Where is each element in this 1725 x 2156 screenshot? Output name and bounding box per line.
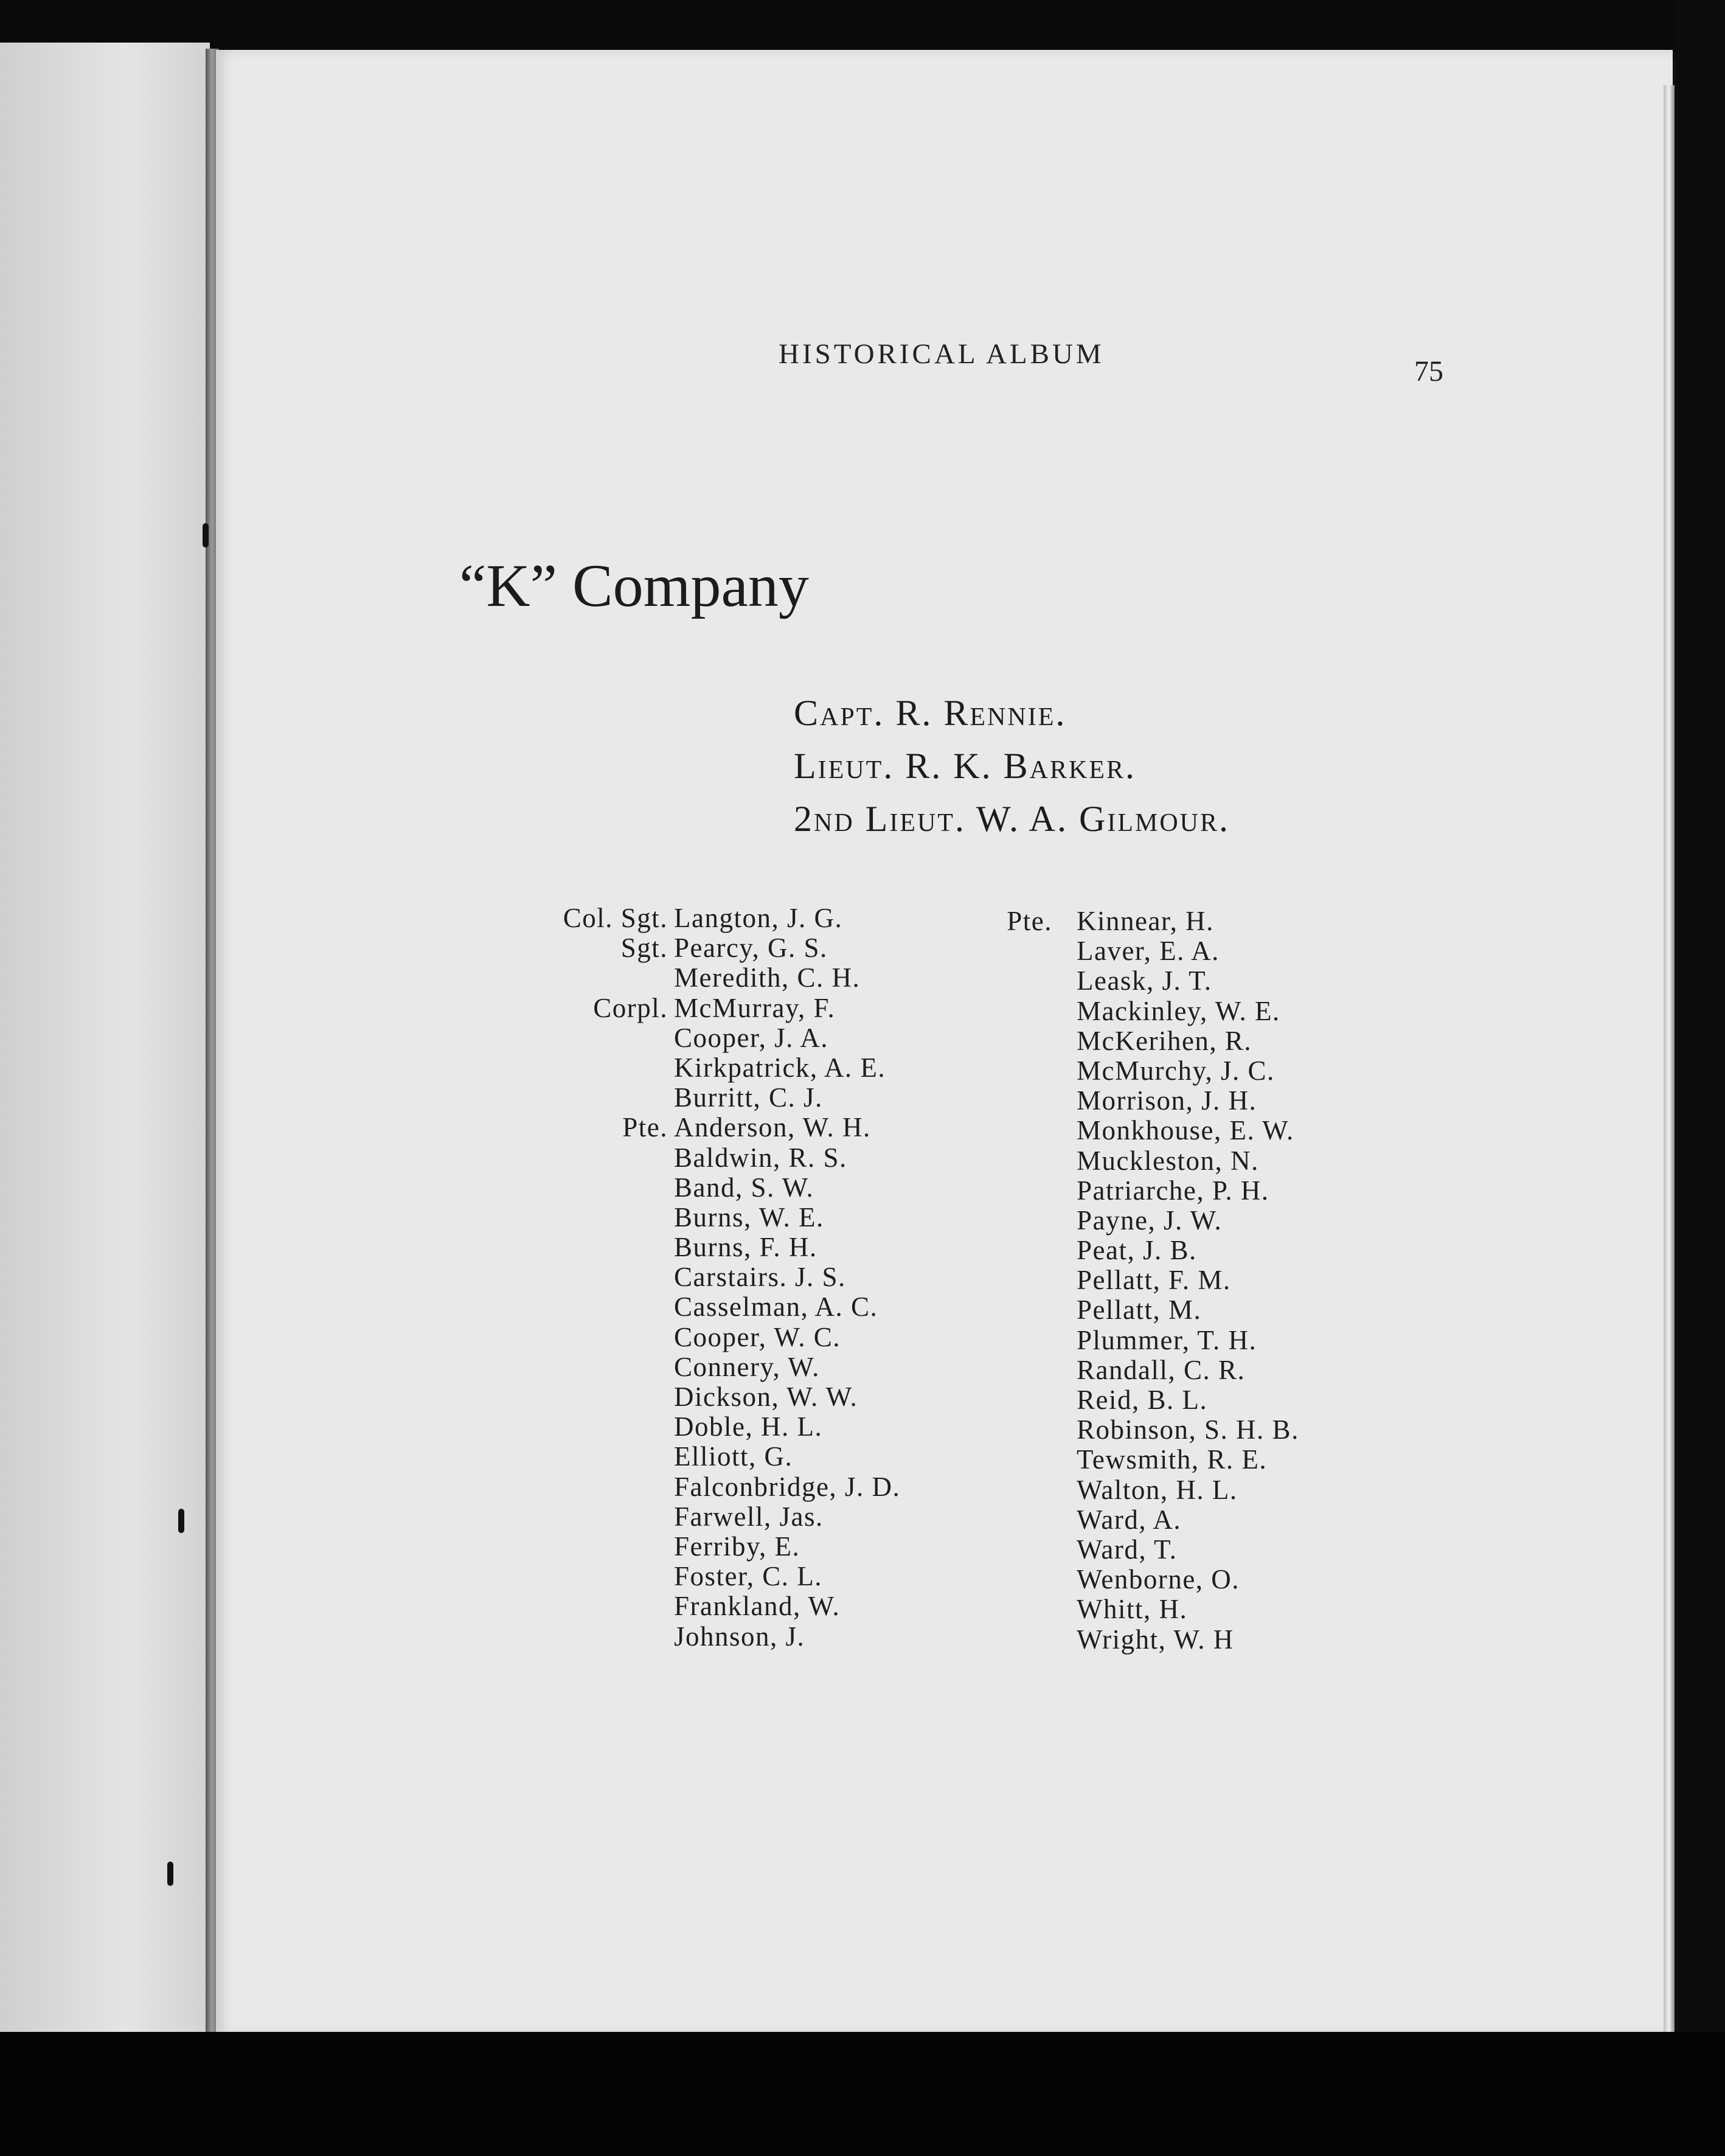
roster-entry — [511, 1412, 937, 1442]
roster-name: Doble, H. L. — [674, 1411, 823, 1442]
roster-rank: Col. Sgt. — [563, 903, 668, 933]
roster-entry — [979, 936, 1405, 966]
roster-name: McMurchy, J. C. — [1077, 1055, 1275, 1086]
roster-entry — [979, 1565, 1405, 1594]
roster-entry — [511, 1023, 937, 1053]
roster-name: Johnson, J. — [674, 1621, 805, 1652]
roster-name: Reid, B. L. — [1077, 1385, 1208, 1415]
officer-lieutenant: Lieut. R. K. Barker. — [794, 746, 1136, 786]
roster-name: Mackinley, W. E. — [1077, 995, 1280, 1026]
roster-entry — [511, 1083, 937, 1113]
roster-name: Ward, A. — [1077, 1504, 1182, 1535]
roster-name: Dickson, W. W. — [674, 1382, 858, 1412]
roster-name: Robinson, S. H. B. — [1077, 1414, 1299, 1445]
page-title: “K” Company — [459, 552, 809, 619]
roster-name: Casselman, A. C. — [674, 1292, 878, 1323]
roster-name: Elliott, G. — [674, 1441, 793, 1472]
roster-entry — [979, 1295, 1405, 1325]
roster-rank: Sgt. — [620, 933, 668, 964]
roster-entry — [511, 1143, 937, 1173]
roster-name: Patriarche, P. H. — [1077, 1175, 1269, 1206]
roster-entry — [979, 1146, 1405, 1176]
roster-name: Burritt, C. J. — [674, 1082, 823, 1113]
roster-entry — [511, 1532, 937, 1562]
roster-entry — [979, 1355, 1405, 1385]
roster-name: Band, S. W. — [674, 1172, 814, 1203]
roster-entry — [979, 1236, 1405, 1265]
roster-name: Kirkpatrick, A. E. — [674, 1052, 886, 1083]
roster-entry — [511, 1262, 937, 1292]
roster-entry — [979, 906, 1405, 936]
roster-name: Wenborne, O. — [1077, 1564, 1240, 1595]
roster-name: Frankland, W. — [674, 1591, 841, 1622]
page-number: 75 — [1414, 355, 1443, 388]
roster-name: Morrison, J. H. — [1077, 1085, 1257, 1116]
roster-name: Carstairs. J. S. — [674, 1262, 846, 1293]
roster-name: Farwell, Jas. — [674, 1501, 824, 1532]
roster-name: Foster, C. L. — [674, 1561, 822, 1592]
roster-name: Payne, J. W. — [1077, 1205, 1223, 1236]
roster-entry — [979, 1535, 1405, 1565]
roster-rank: Pte. — [622, 1112, 668, 1143]
roster-rank: Corpl. — [593, 992, 668, 1023]
roster-entry — [979, 1026, 1405, 1056]
roster-entry — [511, 1173, 937, 1203]
roster-entry — [979, 1475, 1405, 1505]
roster-name: Tewsmith, R. E. — [1077, 1444, 1268, 1475]
binding-hole — [167, 1862, 173, 1886]
roster-left-column — [511, 903, 937, 1652]
roster-entry — [511, 1323, 937, 1352]
roster-name: Muckleston, N. — [1077, 1145, 1259, 1176]
roster-entry — [511, 1382, 937, 1412]
roster-name: Connery, W. — [674, 1351, 820, 1382]
roster-name: Meredith, C. H. — [674, 962, 861, 993]
roster-name: Walton, H. L. — [1077, 1474, 1238, 1505]
roster-name: Pellatt, F. M. — [1077, 1265, 1231, 1296]
roster-name: Anderson, W. H. — [674, 1112, 871, 1143]
roster-entry — [511, 933, 937, 963]
roster-entry — [511, 1442, 937, 1472]
roster-name: Ward, T. — [1077, 1534, 1178, 1565]
roster-name: McMurray, F. — [674, 992, 836, 1023]
officer-captain: Capt. R. Rennie. — [794, 693, 1067, 733]
roster-entry — [979, 1385, 1405, 1415]
roster-right-column — [979, 906, 1405, 1655]
binding-hole — [203, 523, 209, 548]
roster-entry — [979, 1445, 1405, 1475]
roster-name: Cooper, J. A. — [674, 1022, 828, 1053]
roster-name: Cooper, W. C. — [674, 1321, 841, 1352]
roster-entry — [511, 1113, 937, 1142]
roster-name: Wright, W. H — [1077, 1624, 1234, 1655]
scan-bottom-border — [0, 2032, 1725, 2156]
roster-entry — [979, 1086, 1405, 1116]
scan-top-border — [0, 0, 1725, 58]
roster-entry — [511, 993, 937, 1023]
page-edge — [1664, 85, 1675, 2032]
roster-entry — [979, 1625, 1405, 1655]
roster-name: Baldwin, R. S. — [674, 1142, 847, 1173]
facing-page-left — [0, 43, 210, 2038]
roster-entry — [979, 1176, 1405, 1206]
roster-entry — [511, 1622, 937, 1652]
roster-entry — [511, 903, 937, 933]
officer-second-lieutenant: 2nd Lieut. W. A. Gilmour. — [794, 799, 1230, 839]
roster-name: McKerihen, R. — [1077, 1025, 1252, 1056]
roster-entry — [979, 1265, 1405, 1295]
roster-name: Laver, E. A. — [1077, 936, 1220, 967]
roster-name: Kinnear, H. — [1077, 906, 1214, 936]
scan-right-border — [1676, 0, 1725, 2156]
roster-rank: Pte. — [1007, 906, 1052, 936]
roster-entry — [511, 1053, 937, 1083]
roster-name: Whitt, H. — [1077, 1594, 1188, 1625]
roster-entry — [979, 996, 1405, 1026]
roster-entry — [979, 1206, 1405, 1236]
roster-entry — [979, 1056, 1405, 1086]
binding-hole — [178, 1509, 184, 1533]
roster-name: Ferriby, E. — [674, 1531, 800, 1562]
roster-entry — [511, 1502, 937, 1532]
roster-name: Plummer, T. H. — [1077, 1324, 1257, 1355]
roster-entry — [979, 1415, 1405, 1445]
roster-entry — [511, 1352, 937, 1382]
roster-name: Pearcy, G. S. — [674, 933, 828, 964]
roster-entry — [979, 1326, 1405, 1355]
roster-entry — [511, 1292, 937, 1322]
roster-entry — [511, 1591, 937, 1621]
roster-name: Monkhouse, E. W. — [1077, 1115, 1294, 1146]
roster-entry — [511, 963, 937, 993]
roster-entry — [511, 1233, 937, 1262]
roster-entry — [979, 966, 1405, 996]
roster-entry — [979, 1505, 1405, 1535]
roster-name: Peat, J. B. — [1077, 1235, 1197, 1266]
roster-entry — [511, 1562, 937, 1591]
roster-name: Langton, J. G. — [674, 903, 843, 933]
roster-name: Randall, C. R. — [1077, 1354, 1246, 1385]
running-head: HISTORICAL ALBUM — [779, 338, 1105, 370]
roster-name: Burns, W. E. — [674, 1201, 824, 1233]
roster-name: Leask, J. T. — [1077, 965, 1212, 996]
roster-name: Falconbridge, J. D. — [674, 1471, 901, 1502]
roster-entry — [511, 1203, 937, 1233]
roster-name: Burns, F. H. — [674, 1232, 817, 1263]
roster-entry — [511, 1472, 937, 1502]
roster-entry — [979, 1116, 1405, 1146]
roster-name: Pellatt, M. — [1077, 1295, 1202, 1326]
roster-entry — [979, 1594, 1405, 1624]
